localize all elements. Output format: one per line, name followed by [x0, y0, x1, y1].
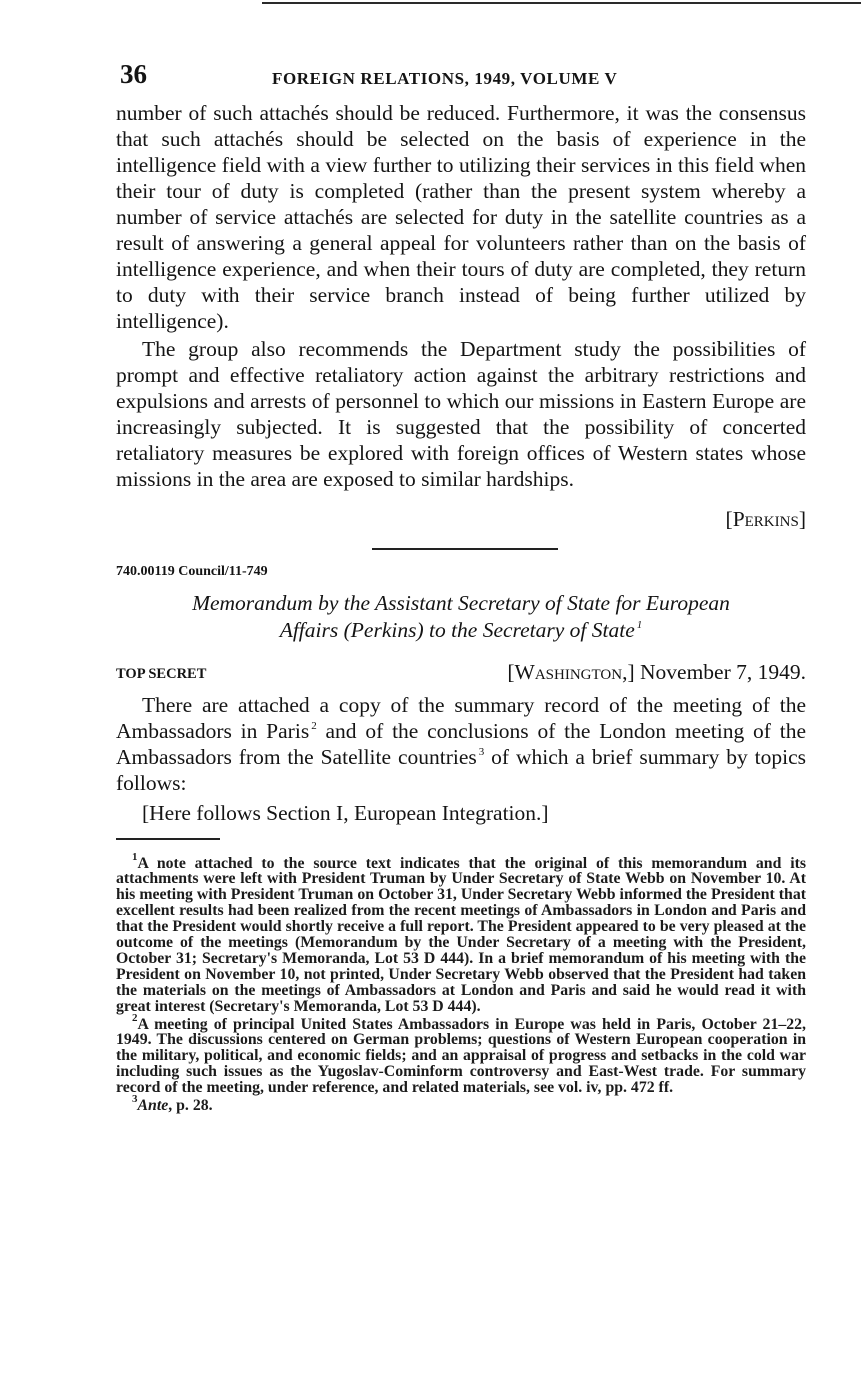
section-divider [372, 548, 558, 550]
place: Washington, [514, 660, 628, 684]
signature-name: Perkins [732, 507, 799, 531]
document-title-line-1: Memorandum by the Assistant Secretary of State for European [192, 591, 730, 615]
footnote-text-italic: Ante [137, 1097, 169, 1115]
summary-text-1: There are attached a copy of the summary record of the meeting of the Ambassadors in Paris [116, 693, 806, 743]
file-number: 740.00119 Council/11-749 [116, 564, 268, 579]
footnote-marker: 3 [132, 1093, 138, 1106]
footnote-1 [116, 850, 806, 1015]
footnotes [116, 850, 806, 1115]
page [116, 56, 806, 1114]
paragraph-recommendation: The group also recommends the Department study the possibilities of prompt and effective retaliatory action against the arbitrary restrictions and expulsions and arrests of personnel to which our missions in Eastern Europe are increasingly subjected. It is suggested that the possibility of concerted retaliatory measures be explored with foreign offices of Western states whose missions in the area are exposed to similar hardships. [116, 337, 806, 491]
dateline [116, 660, 806, 690]
footnote-text: A note attached to the source text indicates that the original of this memorandum and its attachments were left with President Truman by Under Secretary of State Webb on November 10. At his meeting with President Truman on October 31, Under Secretary Webb informed the President that excellent results had been realized from the recent meetings of Ambassadors in London and Paris and that the President would shortly receive a full report. The President appeared to be very pleased at the outcome of the meetings (Memorandum by the Under Secretary of a meeting with the President, October 31; Secretary's Memoranda, Lot 53 D 444). In a brief memorandum of his meeting with the President on November 10, not printed, Under Secretary Webb observed that the President had taken the materials on the meetings of Ambassadors at London and Paris and said he would read it with great interest (Secretary's Memoranda, Lot 53 D 444). [116, 854, 806, 1015]
running-head: FOREIGN RELATIONS, 1949, VOLUME V [272, 69, 618, 88]
page-header [116, 56, 806, 96]
summary-text-2: and of the conclusions of the London meeting of the Ambassadors from the Satellite countries [116, 719, 806, 769]
date: November 7, 1949. [640, 660, 806, 684]
editorial-note: [Here follows Section I, European Integration.] [142, 801, 549, 825]
footnote-2 [116, 1011, 806, 1097]
place-date: [Washington,] November 7, 1949. [507, 660, 806, 684]
document-title [116, 590, 806, 644]
top-rule [262, 2, 861, 4]
footnote-ref-1: 1 [636, 619, 643, 631]
footnote-ref-3: 3 [478, 746, 485, 758]
footnote-marker: 2 [132, 1011, 138, 1024]
footnote-rule [116, 838, 220, 840]
paragraph-continuation: number of such attachés should be reduced. Furthermore, it was the consensus that such attachés should be selected on the basis of experience in the intelligence field with a view further to utilizing their services in this field when their tour of duty is completed (rather than the present system whereby a number of service attachés are selected for duty in the satellite countries as a result of answering a general appeal for volunteers rather than on the basis of intelligence experience, and when their tours of duty are completed, they return to duty with their service branch instead of being further utilized by intelligence). [116, 101, 806, 333]
footnote-marker: 1 [132, 850, 138, 863]
footnote-text: , p. 28. [168, 1097, 213, 1115]
summary-text-3: of which a brief summary by topics follows: [116, 745, 807, 795]
signature: [Perkins] [725, 507, 806, 531]
footnote-ref-2: 2 [311, 720, 317, 732]
document-title-line-2: Affairs (Perkins) to the Secretary of State [279, 618, 635, 642]
paragraph-summary [116, 692, 806, 796]
classification-label: TOP SECRET [116, 666, 207, 682]
footnote-text: A meeting of principal United States Ambassadors in Europe was held in Paris, October 21–22, 1949. The discussions centered on German problems; questions of Western European cooperation in the military, political, and economic fields; and an appraisal of progress and setbacks in the cold war including such issues as the Yugoslav-Cominform controversy and East-West trade. For summary record of the meeting, under reference, and related materials, see vol. iv, pp. 472 ff. [116, 1015, 806, 1097]
footnote-3 [116, 1093, 806, 1115]
page-number: 36 [120, 59, 147, 89]
